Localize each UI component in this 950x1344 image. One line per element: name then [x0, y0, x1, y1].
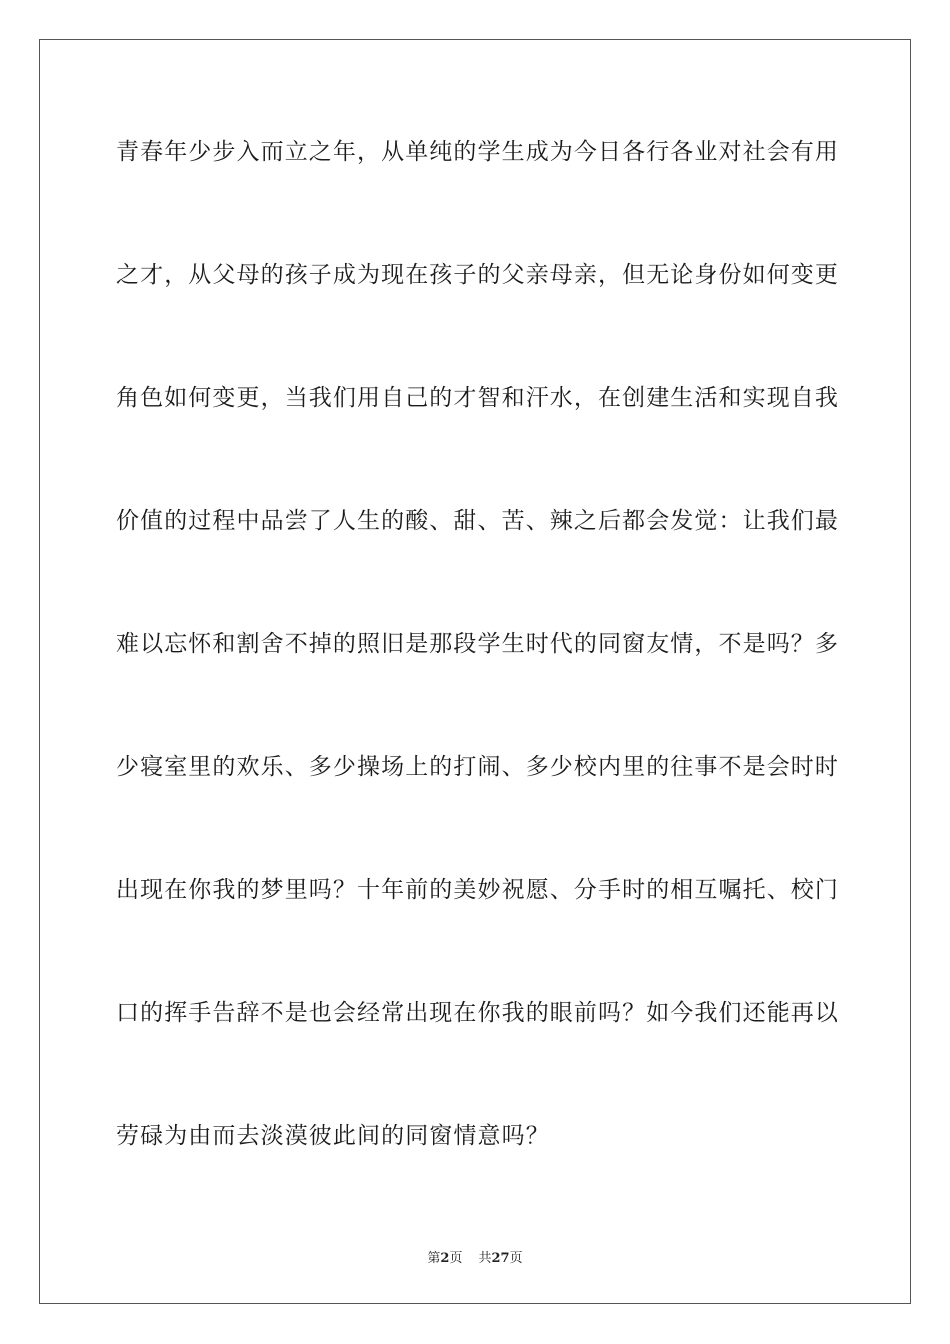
text-line: 之才，从父母的孩子成为现在孩子的父亲母亲，但无论身份如何变更: [116, 262, 839, 288]
total-prefix: 共: [478, 1251, 492, 1266]
total-pages: 27: [491, 1251, 510, 1266]
total-suffix: 页: [509, 1251, 523, 1266]
text-line: 出现在你我的梦里吗？十年前的美妙祝愿、分手时的相互嘱托、校门: [116, 877, 839, 903]
text-line: 难以忘怀和割舍不掉的照旧是那段学生时代的同窗友情，不是吗？多: [116, 631, 839, 657]
text-line: 角色如何变更，当我们用自己的才智和汗水，在创建生活和实现自我: [116, 385, 839, 411]
text-line: 青春年少步入而立之年，从单纯的学生成为今日各行各业对社会有用: [116, 139, 839, 165]
page-footer: [0, 1247, 950, 1266]
text-line: 劳碌为由而去淡漠彼此间的同窗情意吗？: [116, 1123, 550, 1149]
text-line: 口的挥手告辞不是也会经常出现在你我的眼前吗？如今我们还能再以: [116, 1000, 839, 1026]
text-line: 价值的过程中品尝了人生的酸、甜、苦、辣之后都会发觉：让我们最: [116, 508, 839, 534]
page-prefix: 第: [427, 1251, 441, 1266]
page-suffix: 页: [449, 1251, 463, 1266]
body-text: [116, 125, 839, 1232]
page-number: 2: [440, 1251, 450, 1266]
text-line: 少寝室里的欢乐、多少操场上的打闹、多少校内里的往事不是会时时: [116, 754, 839, 780]
